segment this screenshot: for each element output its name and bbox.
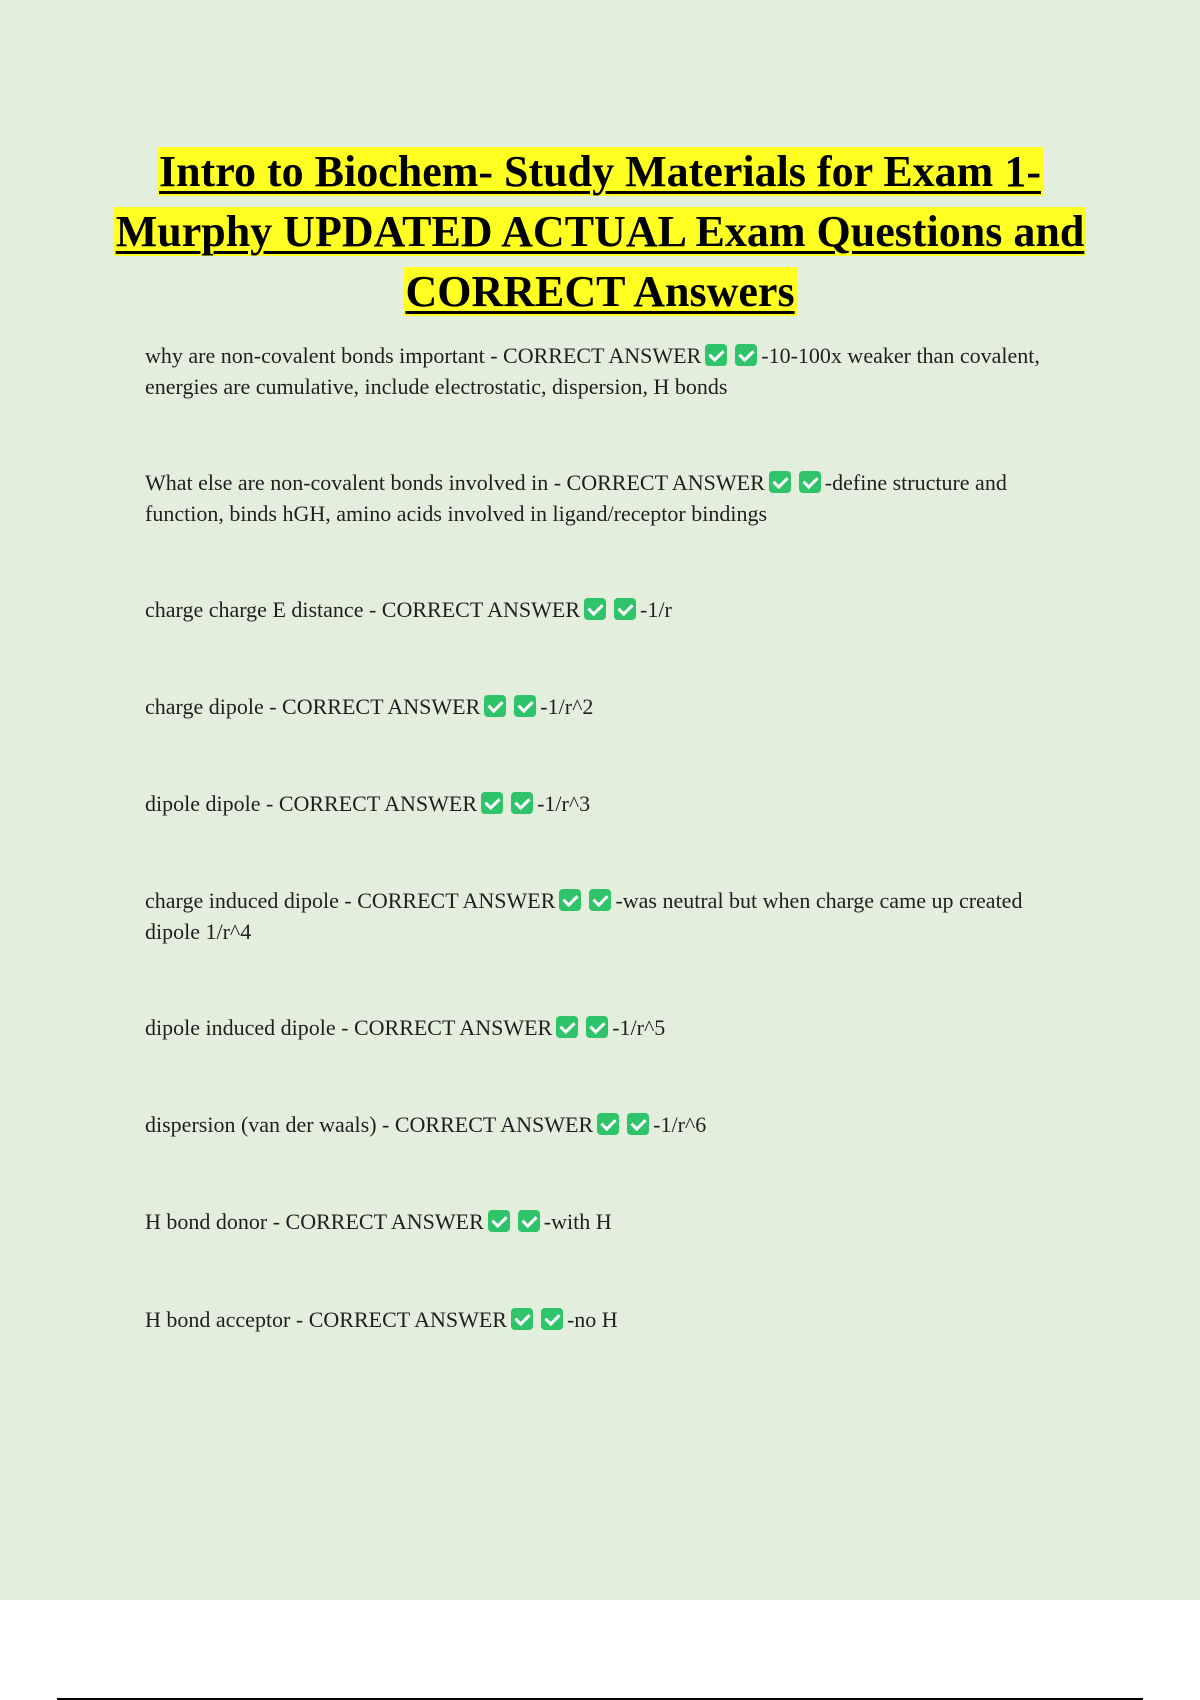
qa-answer-marker: CORRECT ANSWER xyxy=(282,694,481,719)
check-box-icon xyxy=(484,695,506,717)
qa-answer: 1/r^6 xyxy=(660,1112,707,1137)
check-box-icon xyxy=(769,471,791,493)
qa-item: H bond acceptor - CORRECT ANSWER -no H xyxy=(145,1307,618,1332)
qa-item: charge induced dipole - CORRECT ANSWER -was neutral but when charge came up created dipole 1/r^4 xyxy=(145,888,1023,944)
qa-question: charge dipole xyxy=(145,694,264,719)
qa-answer-marker: CORRECT ANSWER xyxy=(503,343,702,368)
qa-answer: 1/r xyxy=(647,597,672,622)
qa-item: What else are non-covalent bonds involved in - CORRECT ANSWER -define structure and function, binds hGH, amino acids involved in ligand/receptor bindings xyxy=(145,470,1007,526)
qa-question: charge charge E distance xyxy=(145,597,364,622)
qa-question: H bond acceptor xyxy=(145,1307,291,1332)
check-box-icon xyxy=(627,1113,649,1135)
check-box-icon xyxy=(705,344,727,366)
qa-answer-marker: CORRECT ANSWER xyxy=(566,470,765,495)
qa-answer-marker: CORRECT ANSWER xyxy=(285,1209,484,1234)
check-box-icon xyxy=(614,598,636,620)
qa-answer: 1/r^3 xyxy=(544,791,591,816)
qa-answer: was neutral but when charge came up created dipole 1/r^4 xyxy=(145,888,1023,944)
qa-answer-marker: CORRECT ANSWER xyxy=(278,791,478,816)
qa-answer: 1/r^5 xyxy=(619,1015,666,1040)
qa-answer-marker: CORRECT ANSWER xyxy=(308,1307,507,1332)
check-box-icon xyxy=(589,889,611,911)
check-box-icon xyxy=(541,1308,563,1330)
qa-item: why are non-covalent bonds important - CORRECT ANSWER -10-100x weaker than covalent, energies are cumulative, include electrostatic, dispersion, H bonds xyxy=(145,343,1040,399)
qa-item: H bond donor - CORRECT ANSWER -with H xyxy=(145,1209,612,1234)
qa-answer: define structure and function, binds hGH, amino acids involved in ligand/receptor bindings xyxy=(145,470,1007,526)
qa-answer-marker: CORRECT ANSWER xyxy=(353,1015,553,1040)
check-box-icon xyxy=(481,792,503,814)
check-box-icon xyxy=(597,1113,619,1135)
qa-answer: 1/r^2 xyxy=(547,694,594,719)
qa-question: dispersion (van der waals) xyxy=(145,1112,377,1137)
check-box-icon xyxy=(518,1210,540,1232)
qa-question: H bond donor xyxy=(145,1209,268,1234)
qa-question: What else are non-covalent bonds involved in xyxy=(145,470,549,495)
check-box-icon xyxy=(735,344,757,366)
check-box-icon xyxy=(514,695,536,717)
qa-question: dipole induced dipole xyxy=(145,1015,336,1040)
qa-item: charge charge E distance - CORRECT ANSWER -1/r xyxy=(145,597,672,622)
qa-question: dipole dipole xyxy=(145,791,261,816)
qa-item: dipole induced dipole - CORRECT ANSWER -1/r^5 xyxy=(145,1015,666,1040)
qa-answer: with H xyxy=(551,1209,612,1234)
qa-item: dipole dipole - CORRECT ANSWER -1/r^3 xyxy=(145,791,591,816)
check-box-icon xyxy=(511,1308,533,1330)
title-highlight: Intro to Biochem- Study Materials for Exam 1- Murphy UPDATED ACTUAL Exam Questions and CORRECT Answers xyxy=(115,147,1085,316)
qa-item: dispersion (van der waals) - CORRECT ANSWER -1/r^6 xyxy=(145,1112,707,1137)
document-title xyxy=(100,142,1100,322)
qa-question: why are non-covalent bonds important xyxy=(145,343,485,368)
check-box-icon xyxy=(584,598,606,620)
qa-answer-marker: CORRECT ANSWER xyxy=(394,1112,594,1137)
check-box-icon xyxy=(488,1210,510,1232)
qa-answer: no H xyxy=(574,1307,618,1332)
check-box-icon xyxy=(511,792,533,814)
qa-answer-marker: CORRECT ANSWER xyxy=(357,888,556,913)
qa-item: charge dipole - CORRECT ANSWER -1/r^2 xyxy=(145,694,594,719)
check-box-icon xyxy=(556,1016,578,1038)
check-box-icon xyxy=(586,1016,608,1038)
check-box-icon xyxy=(559,889,581,911)
check-box-icon xyxy=(799,471,821,493)
qa-question: charge induced dipole xyxy=(145,888,339,913)
qa-answer-marker: CORRECT ANSWER xyxy=(381,597,581,622)
qa-answer: 10-100x weaker than covalent, energies are cumulative, include electrostatic, dispersion, H bonds xyxy=(145,343,1040,399)
